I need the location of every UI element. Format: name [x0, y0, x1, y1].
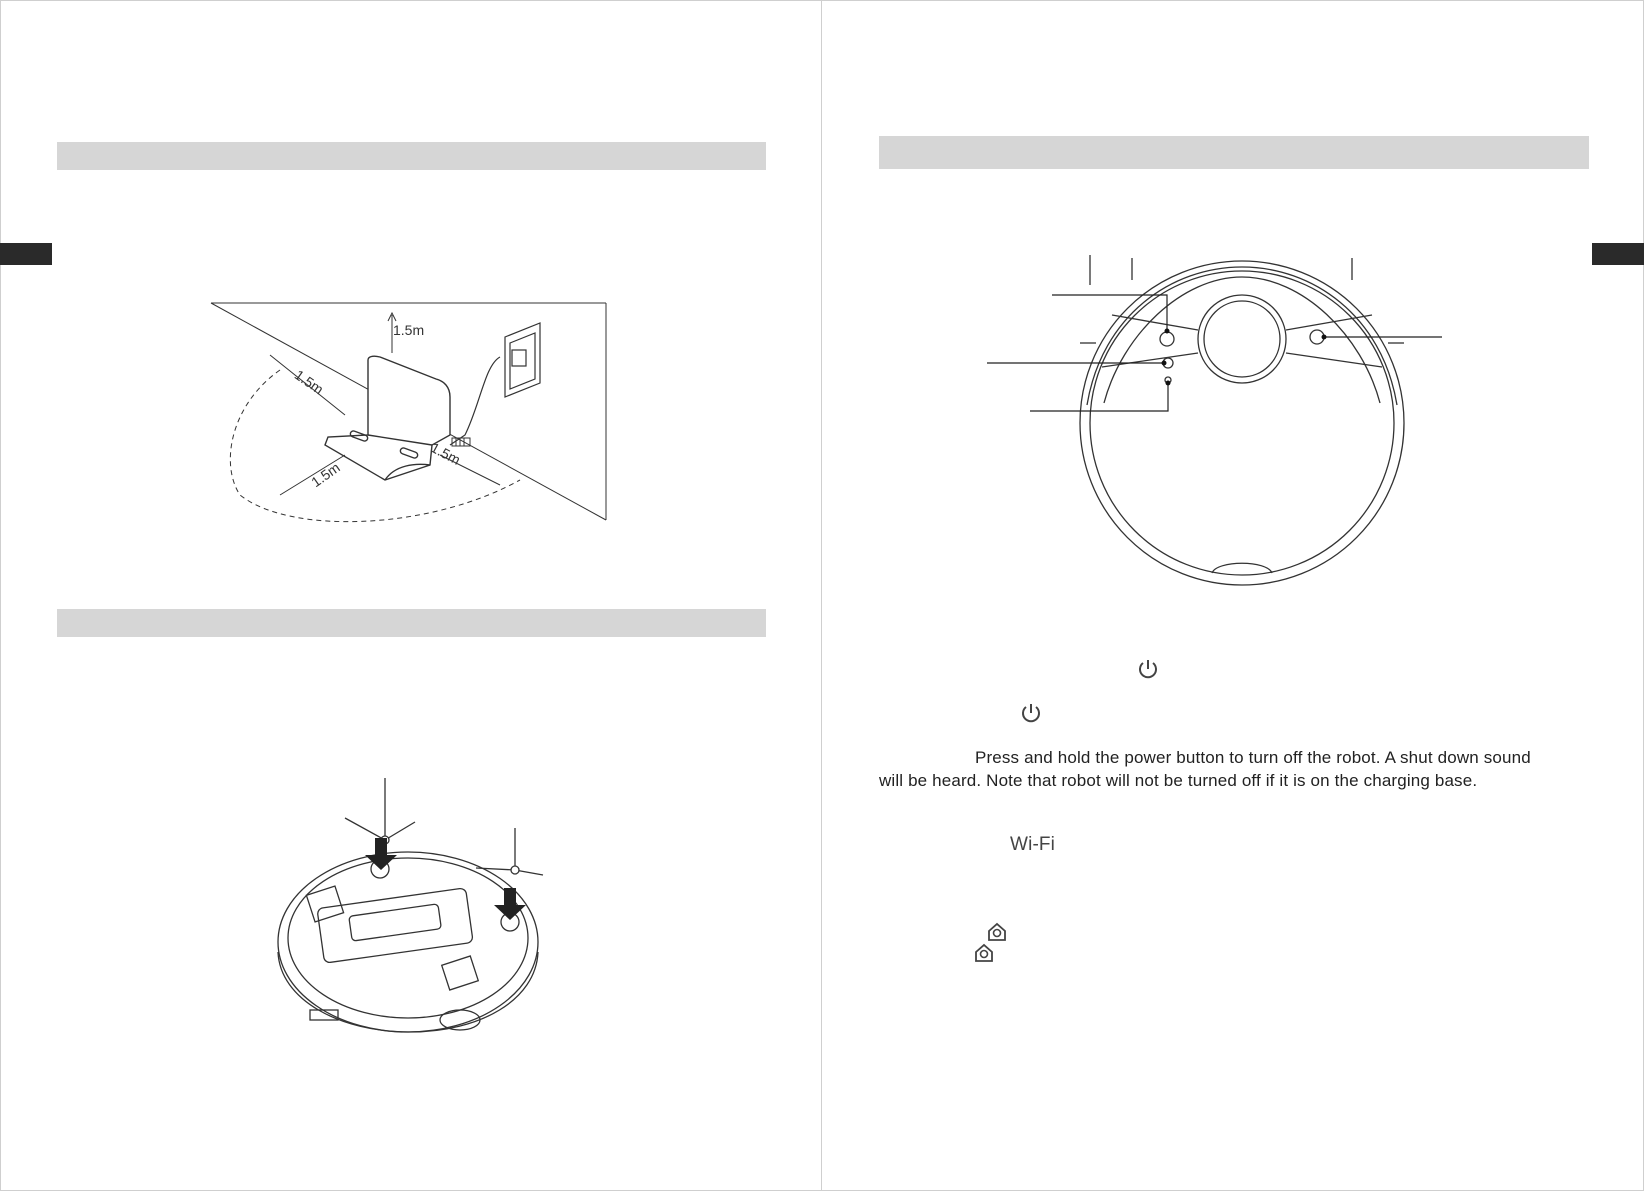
edge-tab	[0, 243, 52, 265]
charging-dock-icon	[325, 356, 450, 480]
power-off-note-line2: will be heard. Note that robot will not be turned off if it is on the charging base.	[879, 771, 1478, 790]
right-page	[822, 0, 1644, 1191]
side-brush-installation-diagram	[260, 770, 560, 1060]
home-icon	[974, 943, 994, 963]
wall-socket-icon	[450, 323, 540, 445]
left-distance-label: 1.5m	[291, 366, 327, 398]
section-header-bar	[57, 609, 766, 637]
wifi-label: Wi-Fi	[1010, 834, 1056, 855]
height-label: 1.5m	[393, 322, 425, 338]
left-page	[0, 0, 821, 1191]
section-header-bar	[57, 142, 766, 170]
front-distance-label: 1.5m	[308, 459, 343, 491]
right-distance-label: 1.5m	[428, 439, 464, 468]
robot-underside-icon	[278, 852, 538, 1032]
home-icon	[987, 922, 1007, 942]
power-icon	[1137, 658, 1159, 680]
power-icon	[1020, 702, 1042, 724]
robot-top-view-icon	[1080, 255, 1404, 585]
charging-base-placement-diagram	[200, 295, 620, 535]
power-off-note-line1: Press and hold the power button to turn off the robot. A shut down sound	[975, 748, 1531, 767]
robot-top-view-diagram	[942, 255, 1542, 595]
section-header-bar	[879, 136, 1589, 169]
